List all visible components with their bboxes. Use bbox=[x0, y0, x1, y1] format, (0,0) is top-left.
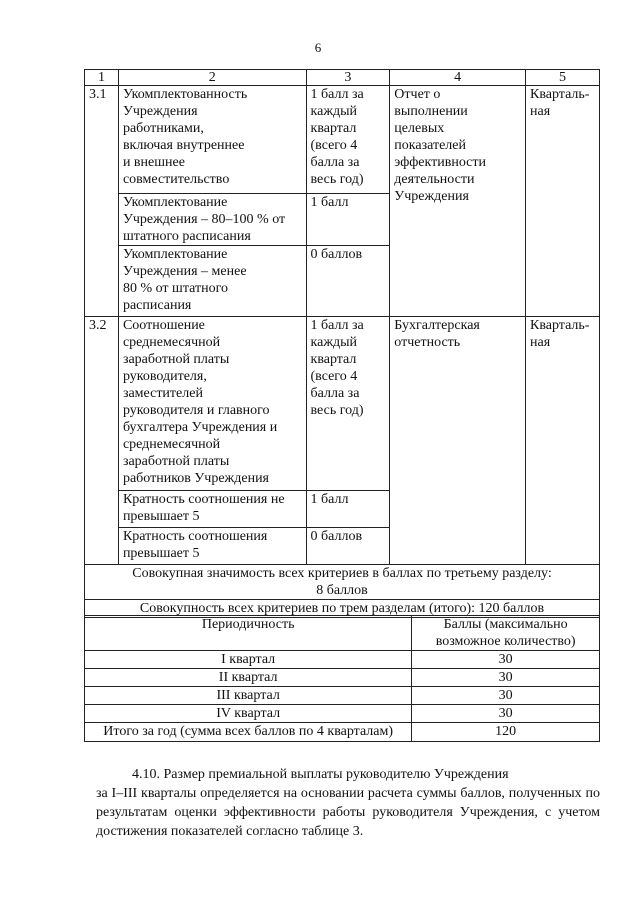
sub-criterion-text: Укомплектование Учреждения – 80–100 % от штатного расписания bbox=[118, 194, 306, 246]
criterion-period: Кварталь- ная bbox=[526, 86, 600, 317]
criterion-text: Укомплектованность Учреждения работниками, включая внутреннее и внешнее совместительство bbox=[118, 86, 306, 194]
criterion-text: Соотношение среднемесячной заработной платы руководителя, заместителей руководителя и главного бухгалтера Учреждения и среднемесячной заработной платы работников Учреждения bbox=[118, 317, 306, 491]
quarter-label: I квартал bbox=[85, 651, 412, 669]
summary-col-points: Баллы (максимально возможное количество) bbox=[412, 616, 600, 651]
table-row bbox=[85, 669, 600, 687]
header-col-5: 5 bbox=[526, 70, 600, 86]
clause-4-10 bbox=[96, 765, 600, 841]
table-row bbox=[85, 317, 600, 491]
sub-criterion-text: Кратность соотношения превышает 5 bbox=[118, 528, 306, 565]
criterion-number: 3.2 bbox=[85, 317, 119, 565]
quarter-value: 30 bbox=[412, 669, 600, 687]
table-row bbox=[85, 651, 600, 669]
table-header-row bbox=[85, 70, 600, 86]
table-row bbox=[85, 687, 600, 705]
sub-criterion-text: Кратность соотношения не превышает 5 bbox=[118, 491, 306, 528]
year-total-value: 120 bbox=[412, 723, 600, 742]
quarter-value: 30 bbox=[412, 705, 600, 723]
quarter-value: 30 bbox=[412, 651, 600, 669]
sub-criterion-text: Укомплектование Учреждения – менее 80 % от штатного расписания bbox=[118, 246, 306, 317]
criterion-source: Отчет о выполнении целевых показателей эффективности деятельности Учреждения bbox=[390, 86, 526, 317]
quarter-label: II квартал bbox=[85, 669, 412, 687]
table-row bbox=[85, 705, 600, 723]
criterion-number: 3.1 bbox=[85, 86, 119, 317]
header-col-2: 2 bbox=[118, 70, 306, 86]
section-total-row bbox=[85, 565, 600, 600]
criterion-score: 1 балл за каждый квартал (всего 4 балла за весь год) bbox=[306, 317, 390, 491]
clause-first-line: 4.10. Размер премиальной выплаты руководителю Учреждения bbox=[132, 767, 509, 782]
sub-criterion-score: 1 балл bbox=[306, 194, 390, 246]
quarter-value: 30 bbox=[412, 687, 600, 705]
summary-col-period: Периодичность bbox=[85, 616, 412, 651]
summary-total-row bbox=[85, 723, 600, 742]
overall-total: Совокупность всех критериев по трем разделам (итого): 120 баллов bbox=[85, 600, 600, 618]
quarter-summary-table bbox=[84, 615, 600, 742]
year-total-label: Итого за год (сумма всех баллов по 4 кварталам) bbox=[85, 723, 412, 742]
header-col-4: 4 bbox=[390, 70, 526, 86]
criterion-source: Бухгалтерская отчетность bbox=[390, 317, 526, 565]
quarter-label: III квартал bbox=[85, 687, 412, 705]
criteria-table bbox=[84, 69, 600, 618]
section-total: Совокупная значимость всех критериев в баллах по третьему разделу: 8 баллов bbox=[85, 565, 600, 600]
summary-header-row bbox=[85, 616, 600, 651]
quarter-label: IV квартал bbox=[85, 705, 412, 723]
header-col-1: 1 bbox=[85, 70, 119, 86]
header-col-3: 3 bbox=[306, 70, 390, 86]
page-number: 6 bbox=[314, 40, 322, 55]
sub-criterion-score: 0 баллов bbox=[306, 528, 390, 565]
sub-criterion-score: 0 баллов bbox=[306, 246, 390, 317]
sub-criterion-score: 1 балл bbox=[306, 491, 390, 528]
clause-continuation: за I–III кварталы определяется на основании расчета суммы баллов, полученных по результатам оценки эффективности работы руководителя Учреждения, с учетом достижения показателей согласно таблице 3. bbox=[96, 786, 600, 839]
table-row bbox=[85, 86, 600, 194]
criterion-period: Кварталь- ная bbox=[526, 317, 600, 565]
criterion-score: 1 балл за каждый квартал (всего 4 балла за весь год) bbox=[306, 86, 390, 194]
